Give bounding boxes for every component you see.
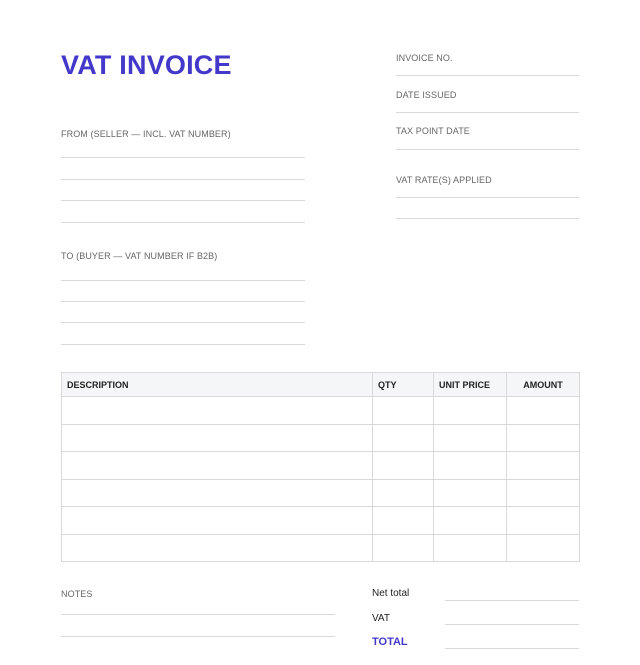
column-header-description: DESCRIPTION: [62, 373, 373, 397]
net-total-label: Net total: [372, 588, 410, 599]
qty-cell[interactable]: [373, 534, 434, 562]
invoice-title: VAT INVOICE: [61, 50, 232, 80]
description-cell[interactable]: [62, 479, 373, 507]
date-issued-label: DATE ISSUED: [396, 90, 457, 100]
total-label: TOTAL: [372, 636, 408, 648]
to-buyer-line-3[interactable]: [61, 322, 305, 323]
tax-point-date-field[interactable]: [396, 149, 579, 150]
description-cell[interactable]: [62, 452, 373, 480]
table-row: [62, 507, 580, 535]
vat-rates-field-line-1[interactable]: [396, 197, 579, 198]
unit-price-cell[interactable]: [434, 397, 507, 425]
from-seller-label: FROM (SELLER — INCL. VAT NUMBER): [61, 129, 231, 139]
vat-field[interactable]: [445, 624, 579, 625]
unit-price-cell[interactable]: [434, 534, 507, 562]
qty-cell[interactable]: [373, 479, 434, 507]
amount-cell[interactable]: [507, 534, 580, 562]
description-cell[interactable]: [62, 397, 373, 425]
amount-cell[interactable]: [507, 452, 580, 480]
invoice-number-field[interactable]: [396, 75, 579, 76]
description-cell[interactable]: [62, 507, 373, 535]
amount-cell[interactable]: [507, 397, 580, 425]
from-seller-line-4[interactable]: [61, 222, 305, 223]
vat-rates-field-line-2[interactable]: [396, 218, 579, 219]
amount-cell[interactable]: [507, 507, 580, 535]
date-issued-field[interactable]: [396, 112, 579, 113]
unit-price-cell[interactable]: [434, 424, 507, 452]
qty-cell[interactable]: [373, 424, 434, 452]
invoice-number-label: INVOICE NO.: [396, 53, 453, 63]
notes-line-1[interactable]: [61, 614, 335, 615]
table-row: [62, 534, 580, 562]
amount-cell[interactable]: [507, 424, 580, 452]
unit-price-cell[interactable]: [434, 507, 507, 535]
table-row: [62, 452, 580, 480]
to-buyer-line-4[interactable]: [61, 344, 305, 345]
table-row: [62, 479, 580, 507]
table-header-row: [62, 373, 580, 397]
description-cell[interactable]: [62, 534, 373, 562]
column-header-amount: AMOUNT: [507, 373, 580, 397]
net-total-field[interactable]: [445, 600, 579, 601]
qty-cell[interactable]: [373, 452, 434, 480]
from-seller-line-1[interactable]: [61, 157, 305, 158]
tax-point-date-label: TAX POINT DATE: [396, 126, 470, 136]
vat-rates-label: VAT RATE(S) APPLIED: [396, 175, 492, 185]
vat-label: VAT: [372, 613, 390, 624]
from-seller-line-2[interactable]: [61, 179, 305, 180]
description-cell[interactable]: [62, 424, 373, 452]
amount-cell[interactable]: [507, 479, 580, 507]
table-row: [62, 424, 580, 452]
to-buyer-line-1[interactable]: [61, 280, 305, 281]
total-field[interactable]: [445, 648, 579, 649]
unit-price-cell[interactable]: [434, 479, 507, 507]
to-buyer-label: TO (BUYER — VAT NUMBER IF B2B): [61, 251, 218, 261]
table-row: [62, 397, 580, 425]
line-items-table: [61, 372, 580, 562]
notes-line-2[interactable]: [61, 636, 335, 637]
qty-cell[interactable]: [373, 397, 434, 425]
notes-label: NOTES: [61, 589, 93, 599]
column-header-unit-price: UNIT PRICE: [434, 373, 507, 397]
unit-price-cell[interactable]: [434, 452, 507, 480]
to-buyer-line-2[interactable]: [61, 301, 305, 302]
column-header-qty: QTY: [373, 373, 434, 397]
qty-cell[interactable]: [373, 507, 434, 535]
from-seller-line-3[interactable]: [61, 200, 305, 201]
